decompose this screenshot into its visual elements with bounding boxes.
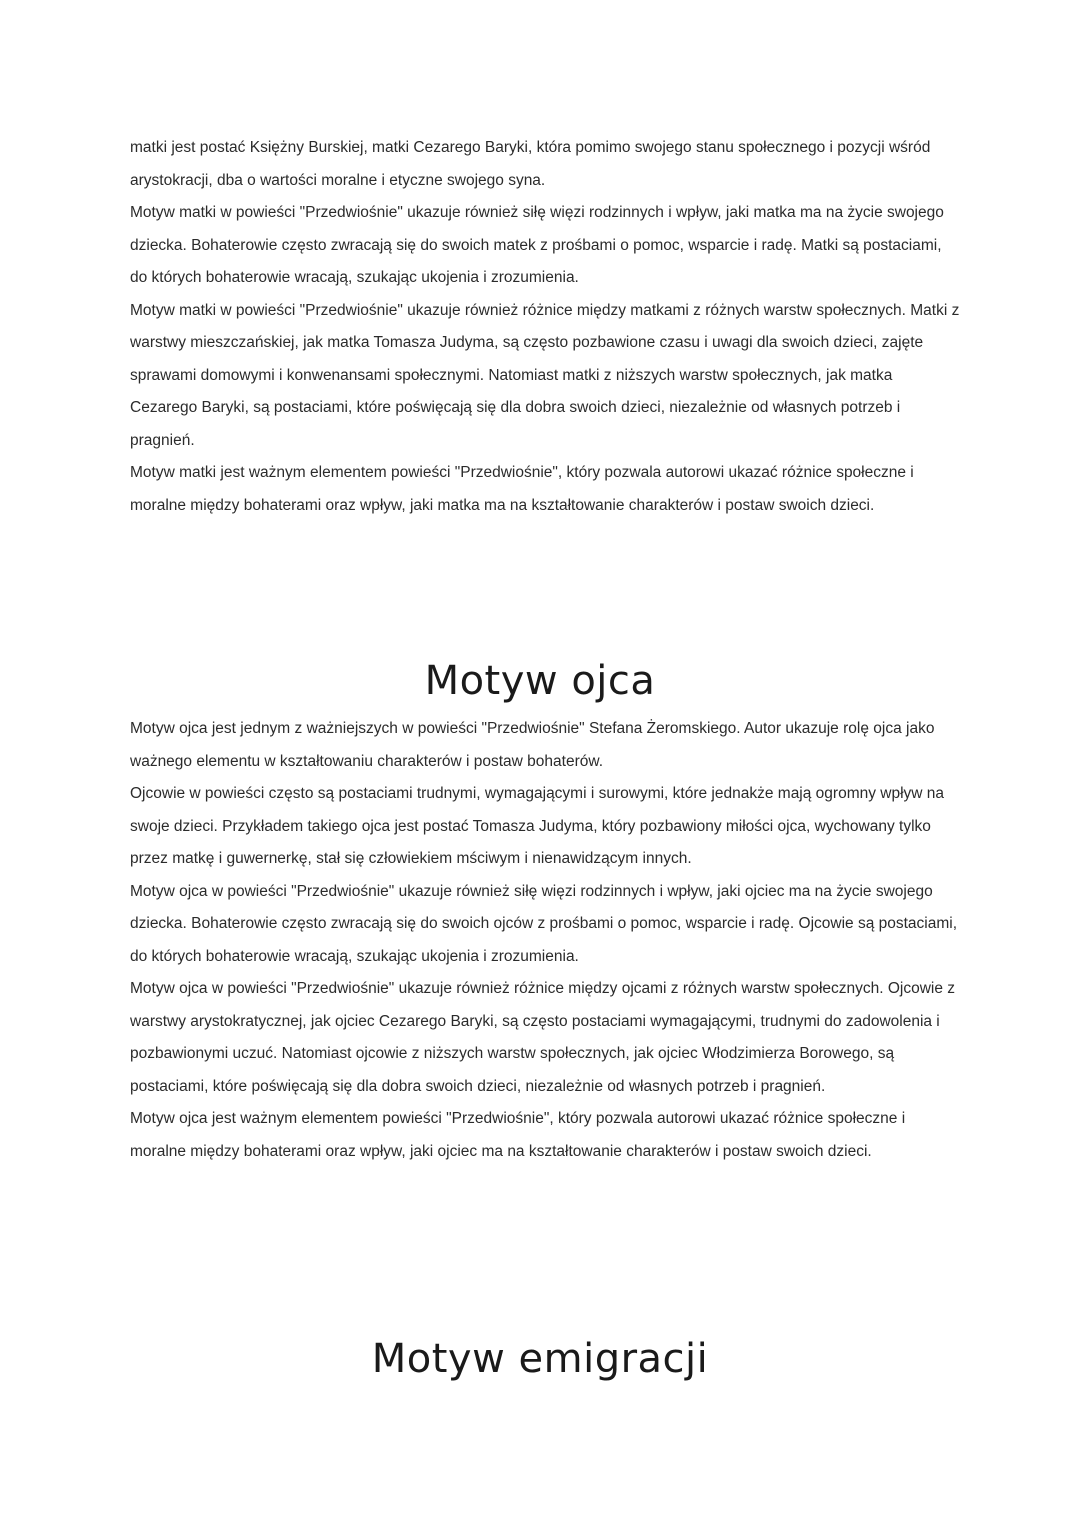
paragraph: Motyw matki jest ważnym elementem powieści "Przedwiośnie", który pozwala autorowi ukazać różnice społeczne i moralne między bohaterami oraz wpływ, jaki matka ma na kształtowanie charakterów i postaw swoich dzieci. [130, 464, 914, 514]
section-heading-father: Motyw ojca [424, 658, 656, 704]
paragraph: Ojcowie w powieści często są postaciami trudnymi, wymagającymi i surowymi, które jednakże mają ogromny wpływ na swoje dzieci. Przykładem takiego ojca jest postać Tomasza Judyma, który pozbawiony miłości ojca, wychowany tylko przez matkę i guwernerkę, stał się człowiekiem mściwym i nienawidzącym innych. [130, 785, 945, 867]
paragraph: matki jest postać Księżny Burskiej, matki Cezarego Baryki, która pomimo swojego stanu społecznego i pozycji wśród arystokracji, dba o wartości moralne i etyczne swojego syna. [130, 139, 931, 189]
father-motif-text [130, 713, 960, 1168]
section-heading-emigration: Motyw emigracji [371, 1336, 709, 1382]
paragraph: Motyw ojca jest ważnym elementem powieści "Przedwiośnie", który pozwala autorowi ukazać różnice społeczne i moralne między bohaterami oraz wpływ, jaki ojciec ma na kształtowanie charakterów i postaw swoich dzieci. [130, 1110, 906, 1160]
mother-motif-text [130, 132, 960, 522]
paragraph: Motyw ojca w powieści "Przedwiośnie" ukazuje również siłę więzi rodzinnych i wpływ, jaki ojciec ma na życie swojego dziecka. Bohaterowie często zwracają się do swoich ojców z prośbami o pomoc, wsparcie i radę. Ojcowie są postaciami, do których bohaterowie wracają, szukając ukojenia i zrozumienia. [130, 882, 958, 965]
paragraph: Motyw ojca jest jednym z ważniejszych w powieści "Przedwiośnie" Stefana Żeromskiego. Autor ukazuje rolę ojca jako ważnego elementu w kształtowaniu charakterów i postaw bohaterów. [130, 720, 935, 770]
paragraph: Motyw ojca w powieści "Przedwiośnie" ukazuje również różnice między ojcami z różnych warstw społecznych. Ojcowie z warstwy arystokratycznej, jak ojciec Cezarego Baryki, są często postaciami wymagającymi, trudnymi do zadowolenia i pozbawionymi uczuć. Natomiast ojcowie z niższych warstw społecznych, jak ojciec Włodzimierza Borowego, są postaciami, które poświęcają się dla dobra swoich dzieci, niezależnie od własnych potrzeb i pragnień. [130, 980, 956, 1095]
paragraph: Motyw matki w powieści "Przedwiośnie" ukazuje również siłę więzi rodzinnych i wpływ, jaki matka ma na życie swojego dziecka. Bohaterowie często zwracają się do swoich matek z prośbami o pomoc, wsparcie i radę. Matki są postaciami, do których bohaterowie wracają, szukając ukojenia i zrozumienia. [130, 204, 944, 286]
paragraph: Motyw matki w powieści "Przedwiośnie" ukazuje również różnice między matkami z różnych warstw społecznych. Matki z warstwy mieszczańskiej, jak matka Tomasza Judyma, są często pozbawione czasu i uwagi dla swoich dzieci, zajęte sprawami domowymi i konwenansami społecznymi. Natomiast matki z niższych warstw społecznych, jak matka Cezarego Baryki, są postaciami, które poświęcają się dla dobra swoich dzieci, niezależnie od własnych potrzeb i pragnień. [130, 301, 960, 449]
